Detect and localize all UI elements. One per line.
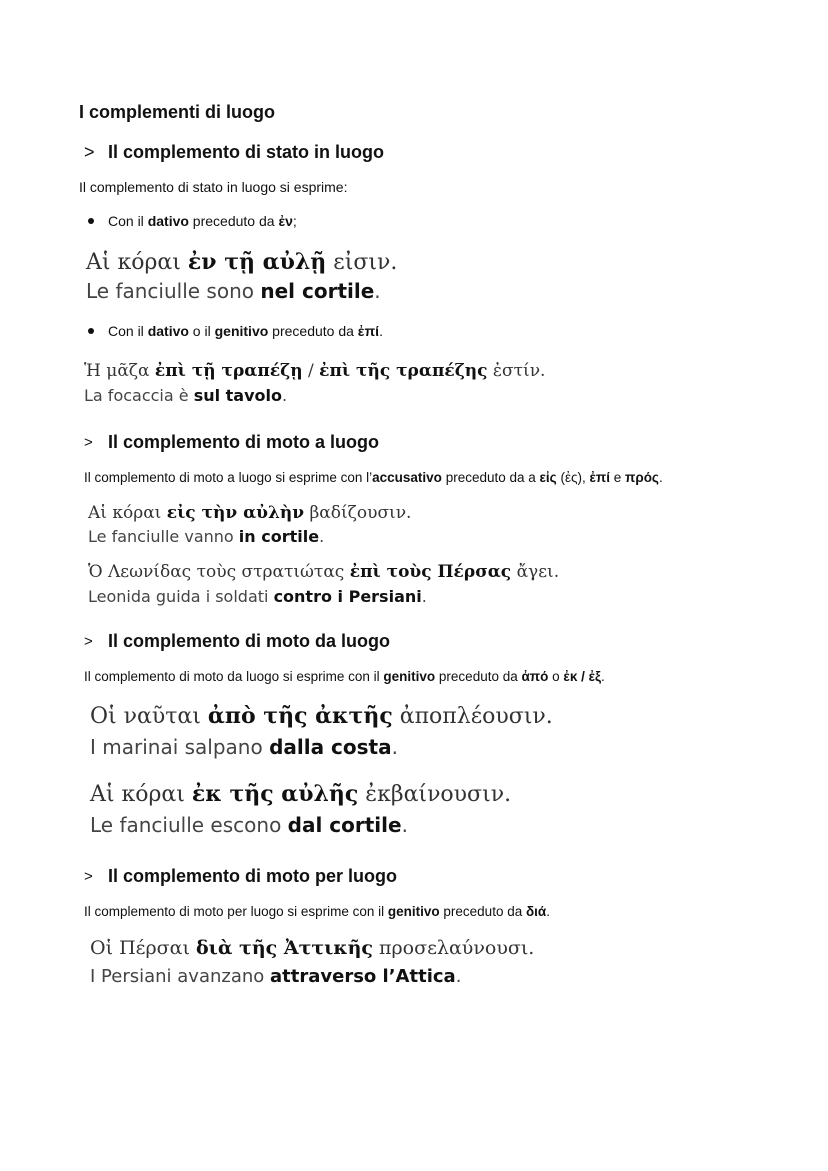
- text: .: [601, 669, 605, 684]
- italian-translation: [86, 281, 381, 301]
- bold-text: dativo: [147, 213, 189, 229]
- section-heading: Il complemento di stato in luogo: [108, 142, 385, 162]
- text: .: [374, 279, 381, 303]
- text: I marinai salpano: [90, 735, 270, 759]
- text: Con il: [108, 213, 148, 229]
- text: .: [282, 386, 288, 405]
- text: /: [302, 361, 320, 381]
- bold-text: εἰς: [539, 470, 557, 485]
- bullet-icon: [88, 328, 94, 334]
- bold-text: sul tavolo: [193, 386, 282, 405]
- text: preceduto da: [188, 213, 279, 229]
- bold-text: ἐπί: [357, 323, 380, 339]
- bold-text: ἀπὸ τῆς ἀκτῆς: [207, 703, 393, 729]
- bold-text: attraverso l’Attica: [270, 966, 456, 987]
- italian-translation: [90, 968, 461, 986]
- greek-example: [84, 363, 545, 380]
- bold-text: genitivo: [383, 669, 436, 684]
- text: Il complemento di stato in luogo si esprime:: [79, 179, 348, 195]
- text: La focaccia è: [84, 386, 194, 405]
- bold-text: genitivo: [214, 323, 269, 339]
- section-intro: [84, 905, 550, 919]
- bullet-item: [108, 324, 383, 338]
- text: .: [379, 323, 383, 339]
- text: Οἱ ναῦται: [90, 704, 208, 729]
- text: ἀποπλέουσιν.: [392, 704, 553, 729]
- text: Le fanciulle sono: [86, 279, 261, 303]
- bold-text: dal cortile: [287, 813, 402, 837]
- bold-text: ἐν: [278, 213, 293, 229]
- greek-example: [90, 939, 534, 958]
- bold-text: dativo: [147, 323, 189, 339]
- text: preceduto da: [268, 323, 358, 339]
- bold-text: ἀπό: [521, 669, 549, 684]
- greek-example: [90, 705, 553, 728]
- bold-text: ἐκ / ἐξ: [563, 669, 602, 684]
- bold-text: accusativo: [372, 470, 442, 485]
- section-heading: Il complemento di moto da luogo: [108, 631, 390, 651]
- arrow-icon: >: [84, 868, 93, 885]
- bold-text: ἐκ τῆς αὐλῆς: [191, 781, 359, 807]
- text: e: [609, 470, 625, 485]
- text: Leonida guida i soldati: [88, 587, 274, 606]
- text: Αἱ κόραι: [90, 782, 192, 807]
- section-heading: Il complemento di moto a luogo: [108, 432, 380, 452]
- text: Le fanciulle escono: [90, 813, 288, 837]
- text: .: [401, 813, 408, 837]
- arrow-icon: >: [84, 633, 93, 650]
- arrow-icon: >: [84, 434, 93, 451]
- text: ἐστίν.: [487, 361, 546, 381]
- text: Il complemento di moto da luogo si esprime con il: [84, 669, 384, 684]
- bold-text: ἐπὶ τῆς τραπέζης: [319, 361, 488, 381]
- text: ἐκβαίνουσιν.: [358, 782, 512, 807]
- section-heading: Il complemento di moto per luogo: [108, 866, 398, 886]
- text: Αἱ κόραι: [88, 503, 167, 523]
- text: Ἡ μᾶζα: [84, 361, 155, 381]
- text: (ἐς),: [556, 470, 590, 485]
- bold-text: ἐπὶ τῇ τραπέζῃ: [154, 361, 303, 381]
- text: ἄγει.: [511, 562, 560, 582]
- text: preceduto da: [439, 904, 526, 919]
- text: .: [319, 527, 325, 546]
- bold-text: dalla costa: [269, 735, 392, 759]
- text: Con il: [108, 323, 148, 339]
- italian-translation: [88, 589, 427, 605]
- text: o il: [188, 323, 215, 339]
- italian-translation: [90, 815, 408, 835]
- text: Le fanciulle vanno: [88, 527, 239, 546]
- text: .: [421, 587, 427, 606]
- greek-example: [88, 505, 411, 522]
- italian-translation: [88, 529, 324, 545]
- italian-translation: [90, 737, 398, 757]
- text: Ὁ Λεωνίδας τοὺς στρατιώτας: [88, 562, 350, 582]
- text: Il complemento di moto a luogo si esprime con l’: [84, 470, 373, 485]
- greek-example: [86, 251, 397, 274]
- greek-example: [88, 564, 559, 581]
- bold-text: ἐπὶ τοὺς Πέρσας: [349, 562, 512, 582]
- bold-text: contro i Persiani: [273, 587, 422, 606]
- section-intro: [79, 180, 347, 194]
- text: .: [658, 470, 663, 485]
- bullet-icon: [88, 218, 94, 224]
- text: Αἱ κόραι: [86, 250, 188, 275]
- text: βαδίζουσιν.: [304, 503, 412, 523]
- bold-text: διὰ τῆς Ἀττικῆς: [195, 937, 373, 959]
- text: Il complemento di moto per luogo si esprime con il: [84, 904, 388, 919]
- italian-translation: [84, 388, 287, 404]
- text: προσελαύνουσι.: [372, 937, 535, 959]
- bold-text: εἰς τὴν αὐλὴν: [166, 503, 305, 523]
- bold-text: in cortile: [238, 527, 320, 546]
- text: .: [455, 966, 462, 987]
- bold-text: nel cortile: [260, 279, 375, 303]
- greek-example: [90, 783, 511, 806]
- text: .: [391, 735, 398, 759]
- text: .: [546, 904, 550, 919]
- text: Οἱ Πέρσαι: [90, 937, 196, 959]
- bold-text: ἐπί: [589, 470, 610, 485]
- page-title: I complementi di luogo: [79, 102, 276, 122]
- bullet-item: [108, 214, 297, 228]
- bold-text: genitivo: [387, 904, 440, 919]
- text: preceduto da a: [441, 470, 540, 485]
- arrow-icon: >: [84, 142, 95, 162]
- text: ;: [292, 213, 297, 229]
- text: I Persiani avanzano: [90, 966, 270, 987]
- bold-text: ἐν τῇ αὐλῇ: [187, 249, 327, 275]
- text: preceduto da: [435, 669, 522, 684]
- section-intro: [84, 471, 663, 485]
- bold-text: πρός: [625, 470, 659, 485]
- section-intro: [84, 670, 605, 684]
- text: o: [548, 669, 564, 684]
- text: εἰσιν.: [326, 250, 398, 275]
- bold-text: διά: [525, 904, 547, 919]
